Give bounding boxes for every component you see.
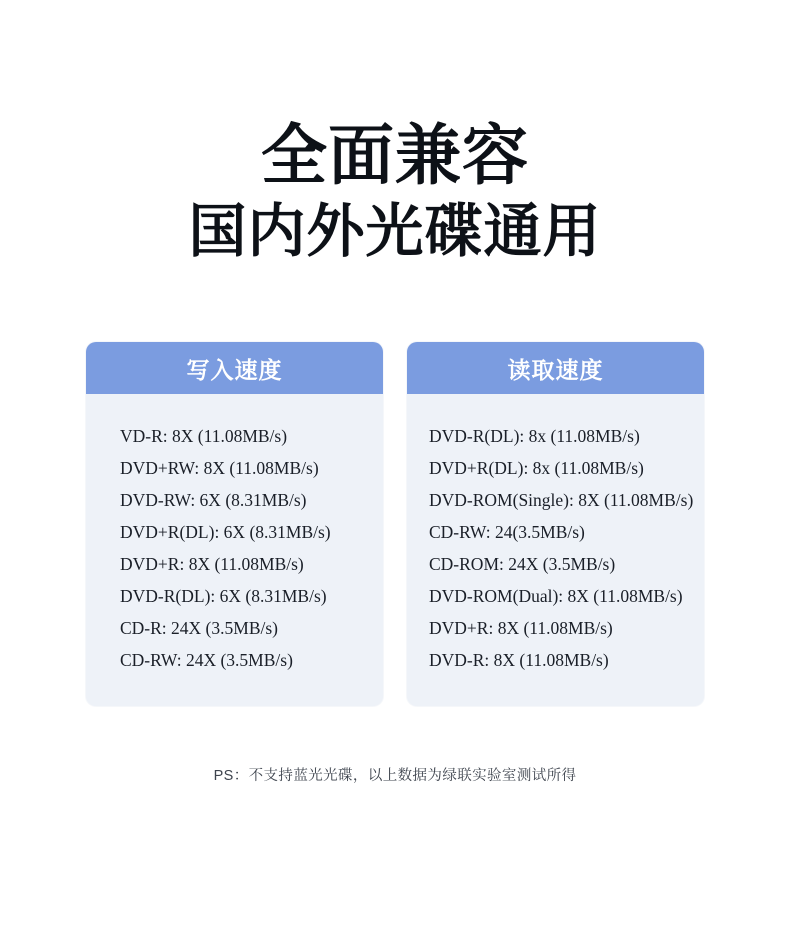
read-speed-card [407,342,704,706]
list-item: DVD+RW: 8X (11.08MB/s) [120,458,319,478]
write-speed-card [86,342,383,706]
list-item: DVD-R: 8X (11.08MB/s) [429,650,609,670]
footnote-text: PS：不支持蓝光光碟，以上数据为绿联实验室测试所得 [213,768,577,784]
list-item: DVD-ROM(Single): 8X (11.08MB/s) [429,490,694,510]
list-item: CD-RW: 24(3.5MB/s) [429,522,585,542]
list-item: DVD+R(DL): 8x (11.08MB/s) [429,458,644,478]
headline-line-2: 国内外光碟通用 [188,199,602,264]
read-speed-list [407,394,704,706]
write-speed-card-header [86,342,383,394]
list-item: DVD+R: 8X (11.08MB/s) [429,618,613,638]
list-item: CD-R: 24X (3.5MB/s) [120,618,278,638]
read-speed-card-header [407,342,704,394]
spec-cards-container [0,342,790,706]
page-title [0,0,790,268]
list-item: CD-RW: 24X (3.5MB/s) [120,650,293,670]
list-item: DVD-ROM(Dual): 8X (11.08MB/s) [429,586,683,606]
list-item: DVD+R(DL): 6X (8.31MB/s) [120,522,331,542]
list-item: DVD+R: 8X (11.08MB/s) [120,554,304,574]
write-speed-title: 写入速度 [186,356,283,383]
list-item: DVD-R(DL): 6X (8.31MB/s) [120,586,327,606]
write-speed-list [86,394,383,706]
headline-line-1: 全面兼容 [261,118,529,192]
list-item: VD-R: 8X (11.08MB/s) [120,426,288,446]
read-speed-title: 读取速度 [507,356,604,383]
list-item: CD-ROM: 24X (3.5MB/s) [429,554,616,574]
list-item: DVD-RW: 6X (8.31MB/s) [120,490,307,510]
list-item: DVD-R(DL): 8x (11.08MB/s) [429,426,640,446]
